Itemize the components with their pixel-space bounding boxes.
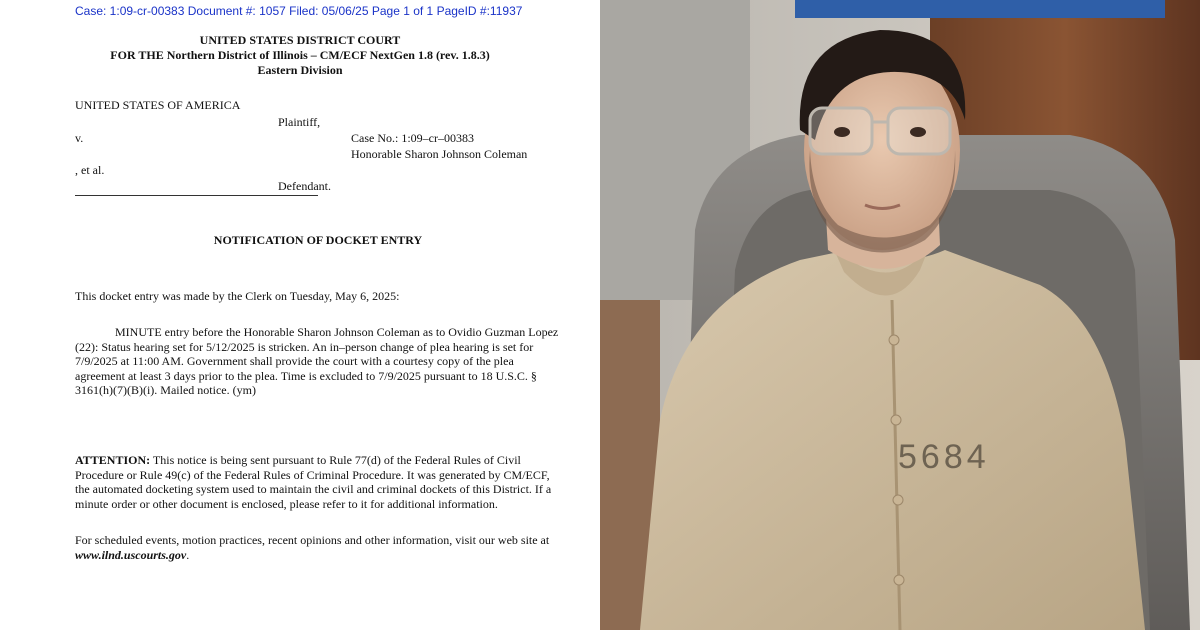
photo-illustration	[600, 0, 1200, 630]
notice-title: NOTIFICATION OF DOCKET ENTRY	[213, 233, 423, 247]
attention-paragraph	[75, 453, 560, 511]
defendant-label: Defendant.	[278, 179, 331, 193]
website-text: For scheduled events, motion practices, recent opinions and other information, visit our web site at	[75, 533, 550, 547]
shirt-button	[891, 415, 901, 425]
shirt-button	[889, 335, 899, 345]
case-number: Case No.: 1:09–cr–00383	[351, 131, 474, 145]
court-line-2: FOR THE Northern District of Illinois – CM/ECF NextGen 1.8 (rev. 1.8.3)	[110, 48, 490, 62]
document-header: Case: 1:09-cr-00383 Document #: 1057 Filed: 05/06/25 Page 1 of 1 PageID #:11937	[75, 4, 523, 18]
versus: v.	[75, 131, 84, 145]
website-period: .	[186, 547, 190, 562]
minute-entry-text: MINUTE entry before the Honorable Sharon Johnson Coleman as to Ovidio Guzman Lopez (22): Status hearing set for 5/12/2025 is stricken. An in–person change of plea hearing is set for 7/9/2025 at 11:00 AM. Government shall provide the court with a courtesy copy of the plea agreement at least 3 days prior to the plea. Time is excluded to 7/9/2025 pursuant to 18 U.S.C. § 3161(h)(7)(B)(i). Mailed notice. (ym)	[75, 325, 559, 397]
plaintiff-name: UNITED STATES OF AMERICA	[75, 98, 241, 112]
shirt-button	[894, 575, 904, 585]
website-paragraph	[75, 533, 560, 562]
court-heading	[0, 33, 600, 78]
plaintiff-label: Plaintiff,	[278, 115, 321, 129]
attention-text: This notice is being sent pursuant to Rule 77(d) of the Federal Rules of Civil Procedure or Rule 49(c) of the Federal Rules of Criminal Procedure. It was generated by CM/ECF, the automated docketing system used to maintain the civil and criminal dockets of this District. If a minute order or other document is enclosed, please refer to it for additional information.	[75, 453, 552, 511]
court-line-1: UNITED STATES DISTRICT COURT	[199, 33, 401, 47]
defendant-name: , et al.	[75, 163, 105, 177]
monitor-screen	[795, 0, 1165, 18]
badge-number: 5684	[898, 438, 990, 476]
shirt-button	[893, 495, 903, 505]
defendant-photo	[600, 0, 1200, 630]
attention-label: ATTENTION:	[75, 453, 151, 467]
judge-name: Honorable Sharon Johnson Coleman	[351, 147, 528, 161]
court-line-3: Eastern Division	[257, 63, 343, 77]
right-eye	[910, 127, 926, 137]
caption-divider	[75, 195, 318, 196]
left-eye	[834, 127, 850, 137]
website-link[interactable]: www.ilnd.uscourts.gov	[75, 547, 187, 562]
entry-made-text: This docket entry was made by the Clerk on Tuesday, May 6, 2025:	[75, 289, 400, 303]
